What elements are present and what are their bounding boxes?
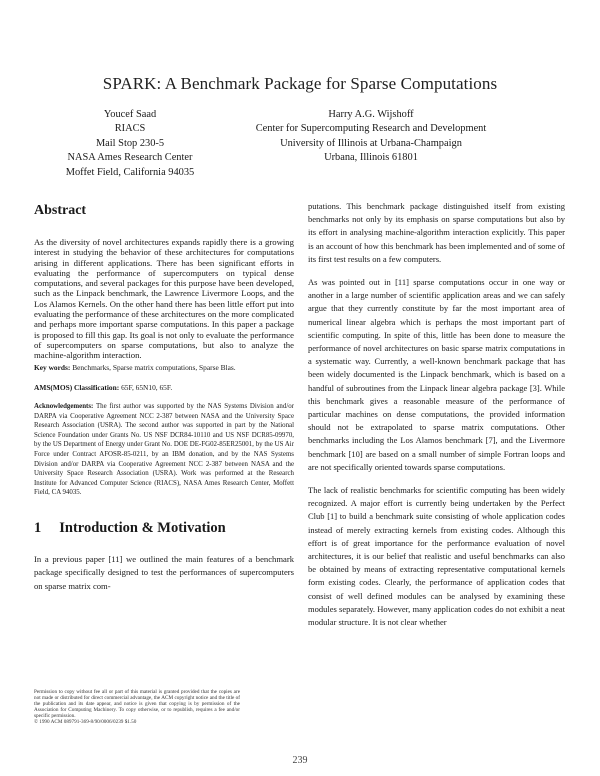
section-number: 1	[34, 519, 42, 536]
paper-title: SPARK: A Benchmark Package for Sparse Computations	[102, 74, 498, 93]
ams-text: 65F, 65N10, 65F.	[121, 382, 173, 392]
intro-heading	[34, 520, 294, 537]
right-column	[308, 200, 565, 629]
keywords-label: Key words:	[34, 362, 71, 372]
keywords-text: Benchmarks, Sparse matrix computations, Sparse Blas.	[72, 362, 236, 372]
author-block-wijshoff	[222, 108, 520, 166]
permission-footnote	[34, 689, 240, 726]
author-center: Center for Supercomputing Research and Development	[255, 123, 487, 135]
paragraph: The lack of realistic benchmarks for scientific computing has been widely recognized. A major effort is currently being undertaken by the Perfect Club [1] to build a benchmark suite consisting of whole application codes instead of merely extracting kernels from existing codes. Although this effort is of great importance for the performance evaluation of novel architectures, it is our belief that realistic and useful benchmarks can also be obtained by means of extracting representative computational kernels form existing codes. Clearly, the performance of application codes that consist of well defined modules can be analysed by examining these modules separately. However, many application codes do not exhibit a neat modular structure. It is not clear whether	[308, 485, 565, 628]
section-title: Introduction & Motivation	[59, 519, 226, 536]
keywords	[34, 363, 294, 372]
paragraph: As was pointed out in [11] sparse computations occur in one way or another in a large number of scientific application areas and we can safely argue that they currently constitute by far the most important area of numerical linear algebra which is perhaps the most important part of scientific computing. In spite of this, little has been done to measure the performance of novel architectures on basic sparse matrix computations in a systematic way. Currently, a well-known benchmark package that has been widely documented is the Linpack benchmark, which is based on a handful of subroutines from the Linpack linear algebra package [3]. While this benchmark gives a reasonable measure of the performance of particular machines on dense computations, the provided information should not be extrapolated to sparse matrix computations. Other benchmarks including the Los Alamos benchmark [7], and the Livermore benchmark [10] are based on a small number of simple Fortran loops and are not specifically oriented towards sparse computations.	[308, 277, 565, 472]
paragraph: putations. This benchmark package distinguished itself from existing benchmarks not only by its emphasis on sparse computations but also by its effort in analysing machine-algorithm interaction explicitly. This paper is an account of how this benchmark has been implemented and of some of its first test results on a few computers.	[308, 201, 565, 264]
ack-text: The first author was supported by the NAS Systems Division and/or DARPA via Cooperative Agreement NCC 2-387 between NASA and the University Space Research Association (USRA). The second author was supported in part by the National Science Foundation under Grants No. US NSF DCR84-10110 and US NSF DCR85-09970, by the US Department of Energy under Grant No. DOE DE-FG02-85ER25001, by the US Air Force under Contract AFOSR-85-0211, by an IBM donation, and by the NAS Systems Division and/or DARPA via Cooperative Agreement NCC 2-387 between NASA and the University Space Research Association (USRA). Work was performed at the Research Institute for Advanced Computer Science (RIACS), NASA Ames Research Center, Moffett Field, CA 94035.	[34, 402, 294, 497]
author-block-saad	[40, 108, 220, 180]
intro-text: In a previous paper [11] we outlined the main features of a benchmark package specifically designed to test the performances of supercomputers on sparse matrix com-	[34, 553, 294, 591]
ams-classification	[34, 383, 294, 392]
author-center: NASA Ames Research Center	[67, 152, 193, 164]
author-location: Urbana, Illinois 61801	[324, 152, 418, 164]
permission-text: Permission to copy without fee all or part of this material is granted provided that the copies are not made or distributed for direct commercial advantage, the ACM copyright notice and the title of the publication and its date appear, and notice is given that copying is by permission of the Association for Computing Machinery. To copy otherwise, or to republish, requires a fee and/or specific permission.	[34, 689, 240, 720]
author-name: Harry A.G. Wijshoff	[328, 109, 414, 120]
acknowledgements	[34, 402, 294, 498]
ams-label: AMS(MOS) Classification:	[34, 382, 120, 392]
author-location: Moffet Field, California 94035	[65, 166, 195, 178]
abstract-heading: Abstract	[34, 203, 87, 218]
abstract-text: As the diversity of novel architectures expands rapidly there is a growing interest in studying the behavior of these architectures for computations arising in different applications. There has been significant efforts in evaluating the performance of supercomputers on typical dense computations, and several packages for this purpose have been developed, such as the Linpack benchmark, the Lawrence Livermore Loops, and the Los Alamos Kernels. On the other hand there has been little effort put into evaluating the performance of these architectures on the more complicated and perhaps more important sparse computations. In this paper a package is proposed to fill this gap. Its goal is not only to evaluate the performance of supercomputers on sparse computations, but also to analyze the machine-algorithm interaction.	[34, 237, 294, 361]
author-univ: University of Illinois at Urbana-Champaign	[280, 137, 462, 149]
ack-label: Acknowledgements:	[34, 402, 94, 410]
author-mail: Mail Stop 230-5	[95, 137, 165, 149]
left-column	[34, 200, 294, 593]
author-name: Youcef Saad	[103, 109, 157, 120]
copyright-line: © 1990 ACM 089791-369-8/90/0006/0239 $1.50	[34, 719, 137, 726]
page-number: 239	[292, 755, 308, 766]
author-org: RIACS	[114, 123, 146, 135]
